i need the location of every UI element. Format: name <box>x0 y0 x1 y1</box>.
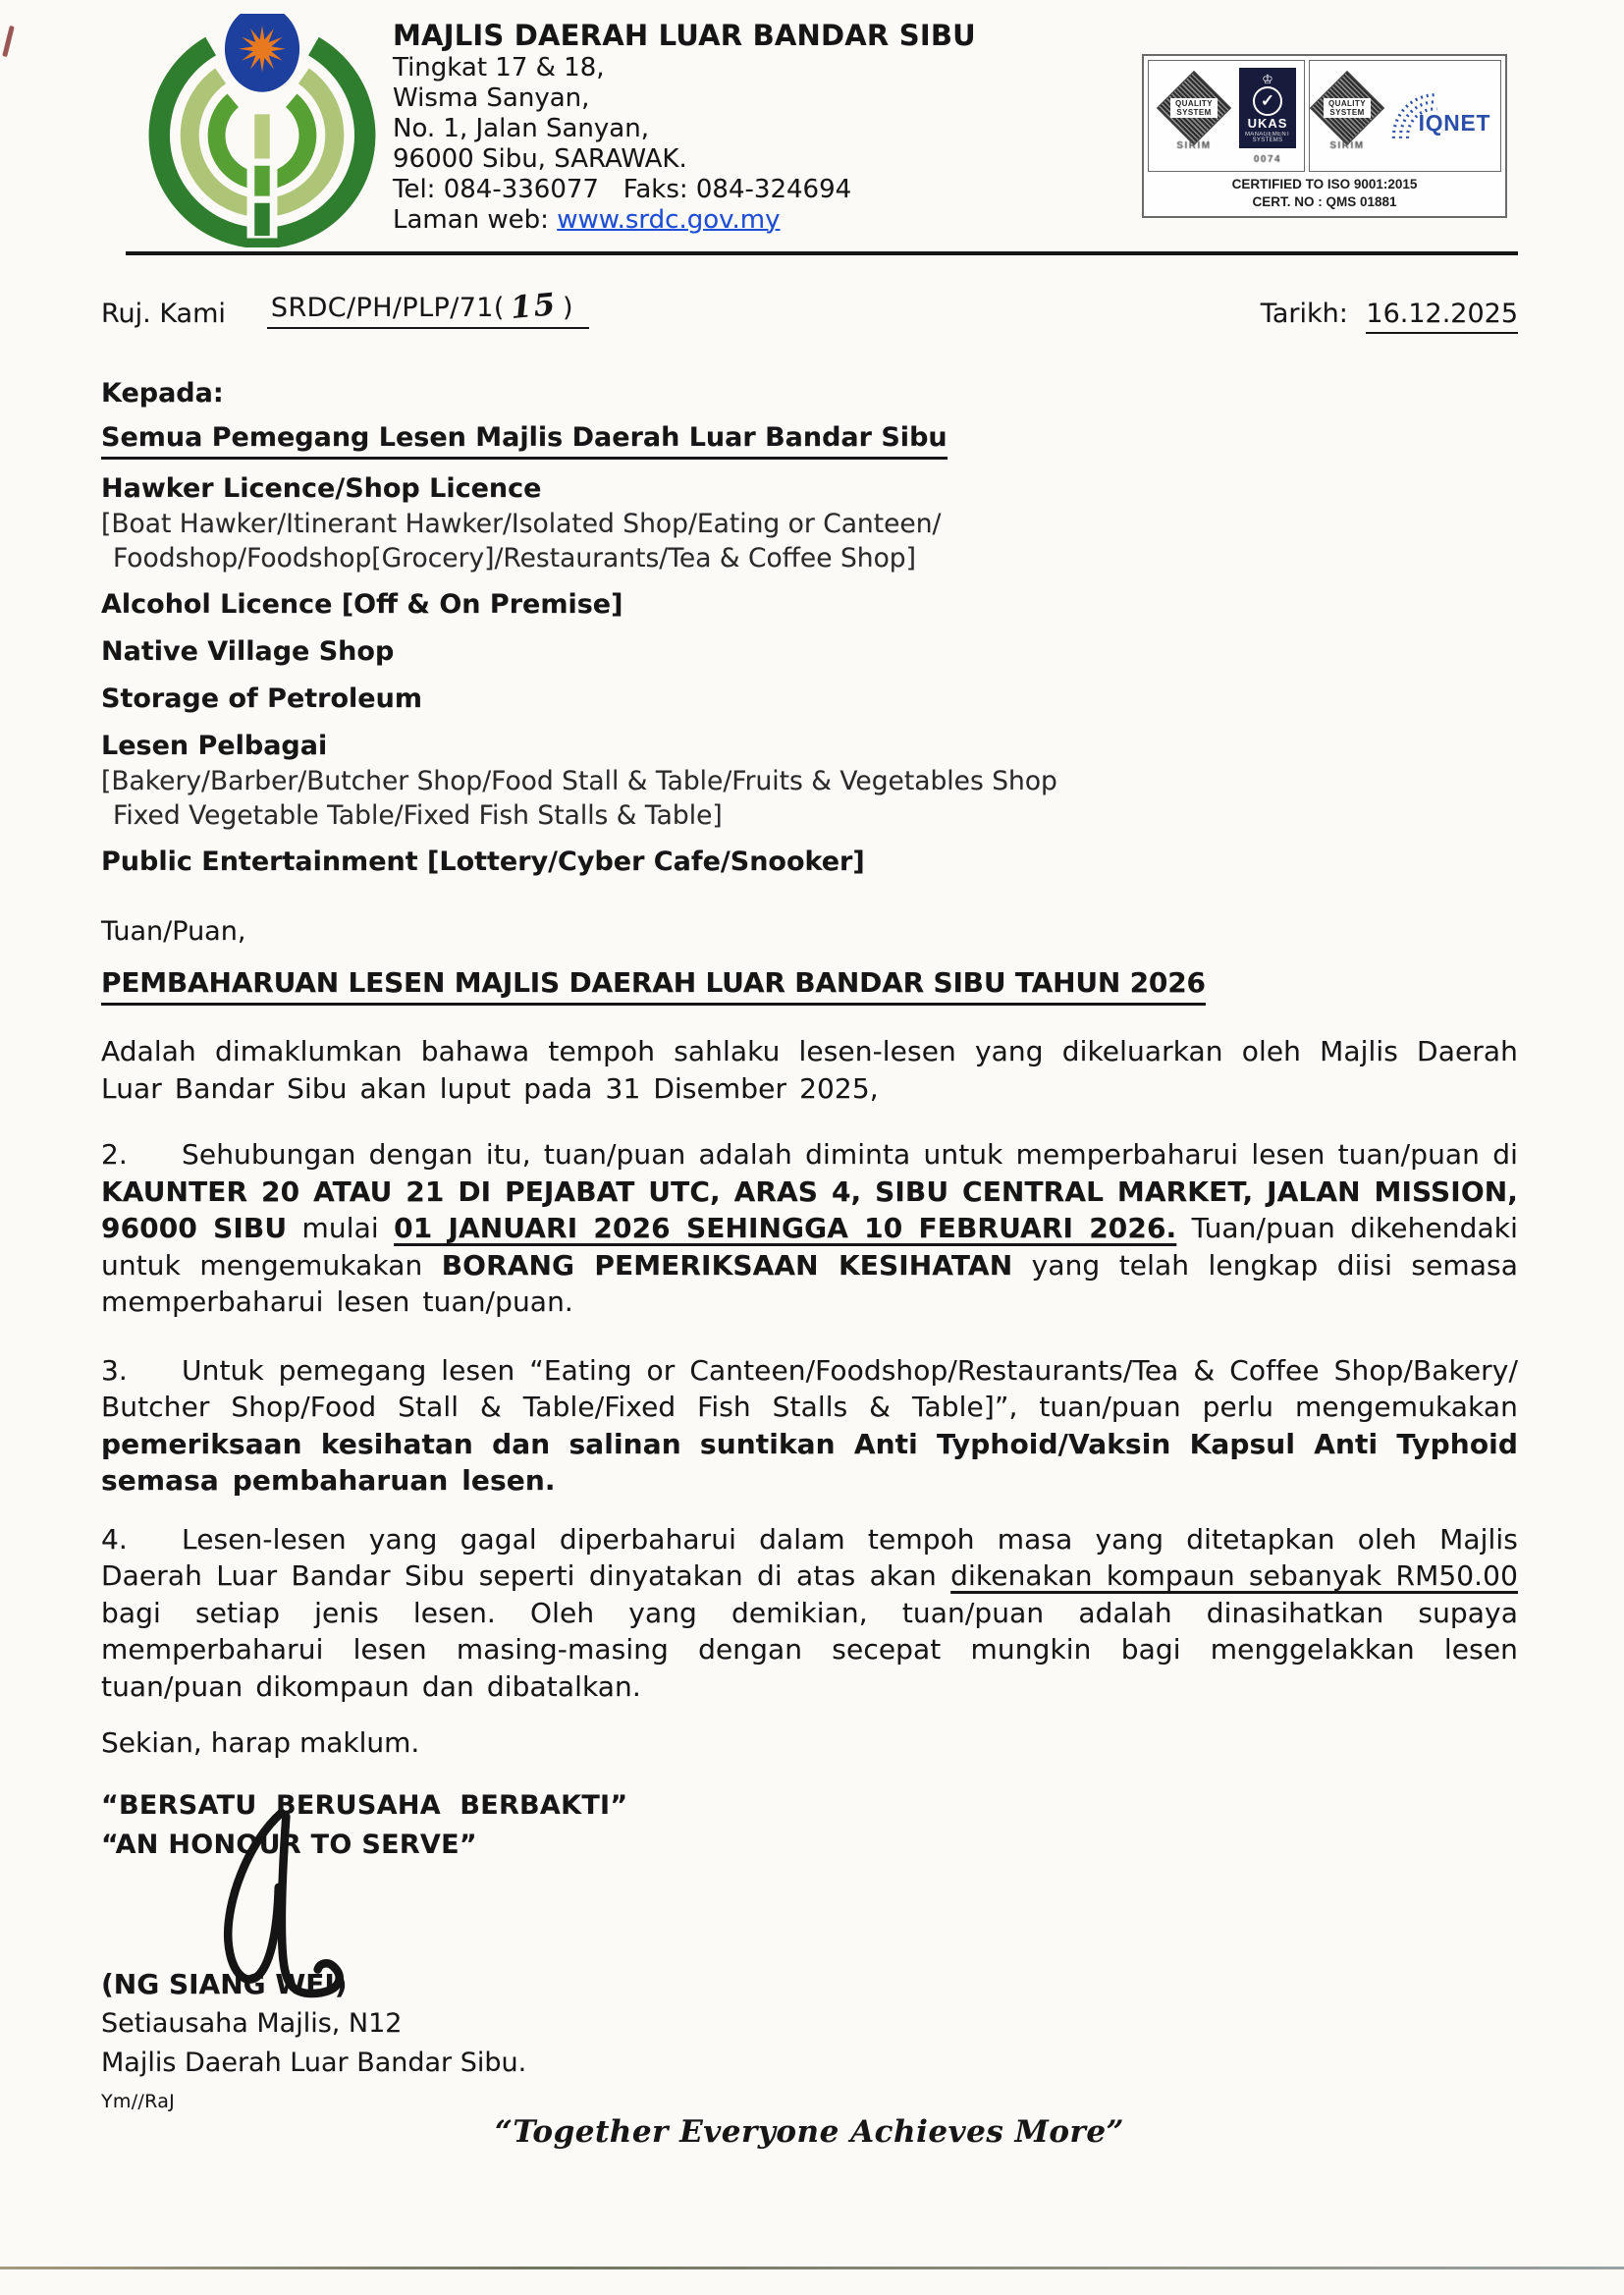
paragraph-number: 3. <box>101 1353 128 1387</box>
ukas-badge <box>1239 68 1296 165</box>
signatory-block <box>101 1965 1518 2083</box>
licence-title: Alcohol Licence [Off & On Premise] <box>101 589 623 620</box>
handwritten-ref-digit: 15 <box>509 287 559 326</box>
sirim-ukas-badge <box>1148 60 1305 172</box>
sirim-quality-badge <box>1157 70 1231 162</box>
typist-initials: Ym//RaJ <box>101 2091 176 2112</box>
ref-number <box>267 289 589 329</box>
ukas-label: UKAS <box>1247 115 1288 131</box>
paragraph-text: Lesen-lesen yang gagal diperbaharui dalam tempoh masa yang ditetapkan oleh Majlis Daerah Luar Bandar Sibu seperti dinyatakan di atas akan dikenakan kompaun sebanyak RM50.00 bagi setiap jenis lesen. Oleh yang demikian, tuan/puan adalah dinasihatkan supaya memperbaharui lesen masing-masing dengan secepat mungkin bagi menggelakkan lesen tuan/puan dikompaun dan dibatalkan. <box>101 1522 1519 1703</box>
signatory-name: (NG SIANG WEI) <box>101 1968 348 2000</box>
licence-title: Public Entertainment [Lottery/Cyber Cafe/Snooker] <box>101 847 865 877</box>
header-divider <box>126 251 1518 255</box>
signatory-org: Majlis Daerah Luar Bandar Sibu. <box>101 2048 527 2078</box>
paragraph-3 <box>101 1352 1518 1500</box>
iso-certification-badges <box>1142 54 1507 218</box>
paragraph-2 <box>101 1136 1518 1321</box>
paragraph-1: Adalah dimaklumkan bahawa tempoh sahlaku lesen-lesen yang dikeluarkan oleh Majlis Daerah Luar Bandar Sibu akan luput pada 31 Disember 2025, <box>101 1035 1518 1105</box>
ref-suffix: ) <box>562 293 573 323</box>
paragraph-number: 2. <box>101 1138 128 1171</box>
licence-detail: Foodshop/Foodshop[Grocery]/Restaurants/Tea & Coffee Shop] <box>113 543 916 574</box>
licence-title: Hawker Licence/Shop Licence <box>101 473 542 504</box>
web-label: Laman web: <box>393 205 558 235</box>
paragraph-text: Sehubungan dengan itu, tuan/puan adalah diminta untuk memperbaharui lesen tuan/puan di KAUNTER 20 ATAU 21 DI PEJABAT UTC, ARAS 4, SIBU CENTRAL MARKET, JALAN MISSION, 96000 SIBU mulai 01 JANUARI 2026 SEHINGGA 10 FEBRUARI 2026. Tuan/puan dikehendaki untuk mengemukakan BORANG PEMERIKSAAN KESIHATAN yang telah lengkap diisi semasa memperbaharui lesen tuan/puan. <box>101 1138 1518 1318</box>
ukas-sub-1: MANAGEMENT <box>1244 131 1290 137</box>
licence-section <box>101 729 1518 833</box>
quality-word: QUALITY <box>1175 99 1213 109</box>
sirim-label: SIRIM <box>1329 139 1365 151</box>
ukas-number: 0074 <box>1253 153 1282 165</box>
quality-system-label <box>1324 98 1371 118</box>
scan-edge-line <box>0 2267 1624 2269</box>
licence-title: Storage of Petroleum <box>101 683 422 714</box>
ukas-badge-body <box>1239 68 1296 148</box>
date-label: Tarikh: <box>1260 299 1348 329</box>
checkmark-icon: ✓ <box>1253 86 1282 116</box>
date-value: 16.12.2025 <box>1366 299 1518 334</box>
ukas-sub-label <box>1245 132 1290 143</box>
address-line: 96000 Sibu, SARAWAK. <box>393 144 687 174</box>
slogan-line-2: “AN HONOUR TO SERVE” <box>101 1830 477 1860</box>
sirim-label: SIRIM <box>1176 139 1212 151</box>
our-reference <box>101 289 589 329</box>
quality-word: QUALITY <box>1328 99 1366 109</box>
signatory-title: Setiausaha Majlis, N12 <box>101 2008 403 2039</box>
cert-number-line: CERT. NO : QMS 01881 <box>1252 194 1397 209</box>
council-logo-graphic <box>145 14 379 247</box>
addressee: Semua Pemegang Lesen Majlis Daerah Luar Bandar Sibu <box>101 422 947 460</box>
signoff-block <box>101 1786 1518 2112</box>
licence-detail: [Bakery/Barber/Butcher Shop/Food Stall & Table/Fruits & Vegetables Shop <box>101 766 1057 796</box>
paragraph-number: 4. <box>101 1522 128 1556</box>
slogan-line-1: “BERSATU BERUSAHA BERBAKTI” <box>101 1790 628 1821</box>
licence-section <box>101 471 1518 575</box>
sirim-quality-badge <box>1310 70 1384 162</box>
licence-detail: Fixed Vegetable Table/Fixed Fish Stalls & Table] <box>113 800 723 831</box>
address-line: No. 1, Jalan Sanyan, <box>393 114 649 143</box>
address-line: Tingkat 17 & 18, <box>393 53 605 82</box>
reference-row <box>101 289 1518 329</box>
system-word: SYSTEM <box>1329 108 1365 118</box>
address-line: Wisma Sanyan, <box>393 83 590 113</box>
licence-detail: [Boat Hawker/Itinerant Hawker/Isolated Shop/Eating or Canteen/ <box>101 509 942 539</box>
salutation: Tuan/Puan, <box>101 916 246 947</box>
iqnet-logo <box>1384 84 1500 147</box>
recipient-label: Kepada: <box>101 378 224 409</box>
sirim-iqnet-badge <box>1309 60 1501 172</box>
cert-standard-line: CERTIFIED TO ISO 9001:2015 <box>1231 177 1418 191</box>
crown-icon: ♔ <box>1262 71 1273 86</box>
certification-text <box>1148 172 1501 214</box>
licence-title: Native Village Shop <box>101 636 395 667</box>
ref-prefix: SRDC/PH/PLP/71( <box>270 293 505 323</box>
licence-title: Lesen Pelbagai <box>101 731 328 761</box>
phone-fax-line: Tel: 084-336077 Faks: 084-324694 <box>393 175 852 204</box>
letter-date <box>1261 299 1518 329</box>
letterhead-address-block <box>393 14 976 236</box>
ukas-sub-2: SYSTEMS <box>1252 137 1283 143</box>
web-line <box>393 205 976 236</box>
footer-motto: “Together Everyone Achieves More” <box>495 2114 1124 2150</box>
org-name: MAJLIS DAERAH LUAR BANDAR SIBU <box>393 19 976 52</box>
paragraph-4 <box>101 1521 1518 1706</box>
ref-label: Ruj. Kami <box>101 299 226 329</box>
council-logo <box>145 14 379 247</box>
closing-note: Sekian, harap maklum. <box>101 1726 420 1759</box>
quality-system-label <box>1170 98 1218 118</box>
addressee-wrap <box>101 409 1518 460</box>
website-link[interactable]: www.srdc.gov.my <box>557 205 781 235</box>
subject-line: PEMBAHARUAN LESEN MAJLIS DAERAH LUAR BANDAR SIBU TAHUN 2026 <box>101 966 1206 1006</box>
paragraph-text: Untuk pemegang lesen “Eating or Canteen/Foodshop/Restaurants/Tea & Coffee Shop/Bakery/ Butcher Shop/Food Stall & Table/Fixed Fish Stalls & Table]”, tuan/puan perlu mengemukakan pemeriksaan kesihatan dan salinan suntikan Anti Typhoid/Vaksin Kapsul Anti Typhoid semasa pembaharuan lesen. <box>101 1353 1518 1497</box>
system-word: SYSTEM <box>1176 108 1212 118</box>
svg-text:IQNET: IQNET <box>1418 109 1491 136</box>
badge-row <box>1148 60 1501 172</box>
subject-wrap <box>101 949 1518 1006</box>
